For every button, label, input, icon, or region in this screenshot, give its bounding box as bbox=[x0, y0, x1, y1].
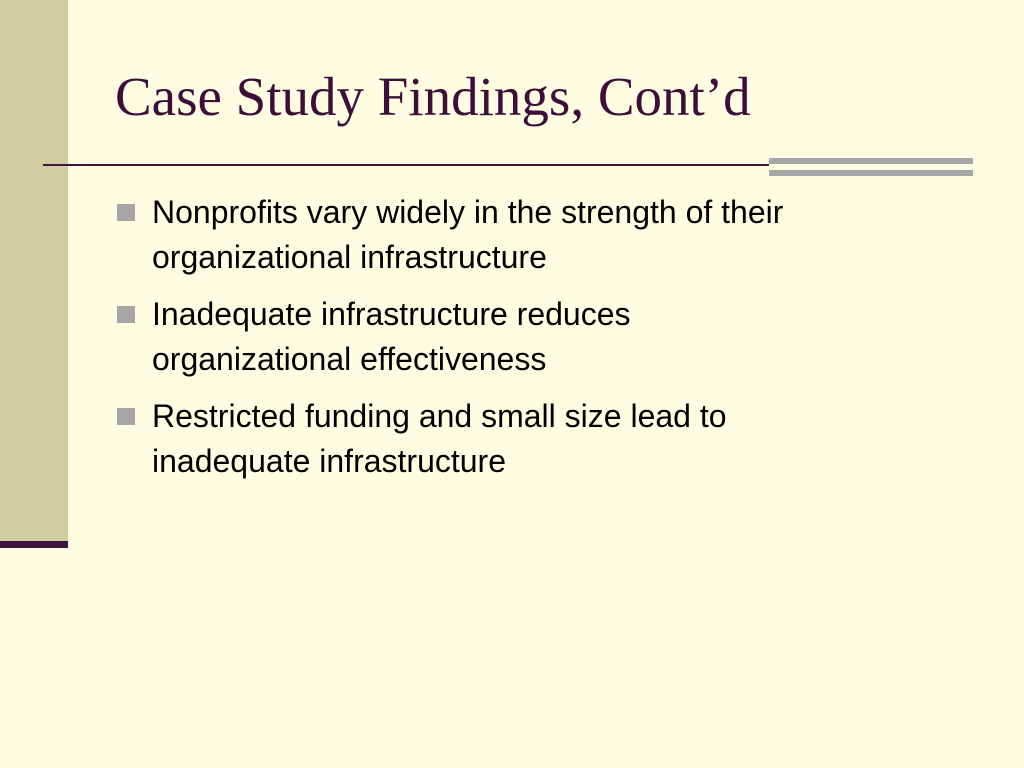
bullet-text-line-1: Nonprofits vary widely in the strength of their bbox=[152, 194, 784, 230]
square-bullet-icon bbox=[117, 204, 135, 221]
accent-bars bbox=[769, 158, 973, 178]
square-bullet-icon bbox=[117, 408, 135, 425]
accent-bar-top bbox=[769, 158, 973, 164]
bullet-item bbox=[116, 394, 976, 484]
side-bar-underline bbox=[0, 541, 68, 548]
accent-bar-bottom bbox=[769, 170, 973, 176]
bullet-text-line-1: Restricted funding and small size lead to bbox=[152, 398, 727, 434]
bullet-text-line-1: Inadequate infrastructure reduces bbox=[152, 296, 631, 332]
square-bullet-icon bbox=[117, 306, 135, 323]
side-decorative-bar bbox=[0, 0, 68, 541]
bullet-item bbox=[116, 190, 976, 280]
bullet-item bbox=[116, 292, 976, 382]
bullet-list bbox=[116, 190, 976, 496]
bullet-text-line-2: organizational infrastructure bbox=[152, 239, 547, 275]
bullet-text-line-2: organizational effectiveness bbox=[152, 341, 547, 377]
bullet-text-line-2: inadequate infrastructure bbox=[152, 443, 506, 479]
slide-title: Case Study Findings, Cont’d bbox=[115, 66, 751, 127]
title-divider-line bbox=[43, 164, 769, 166]
